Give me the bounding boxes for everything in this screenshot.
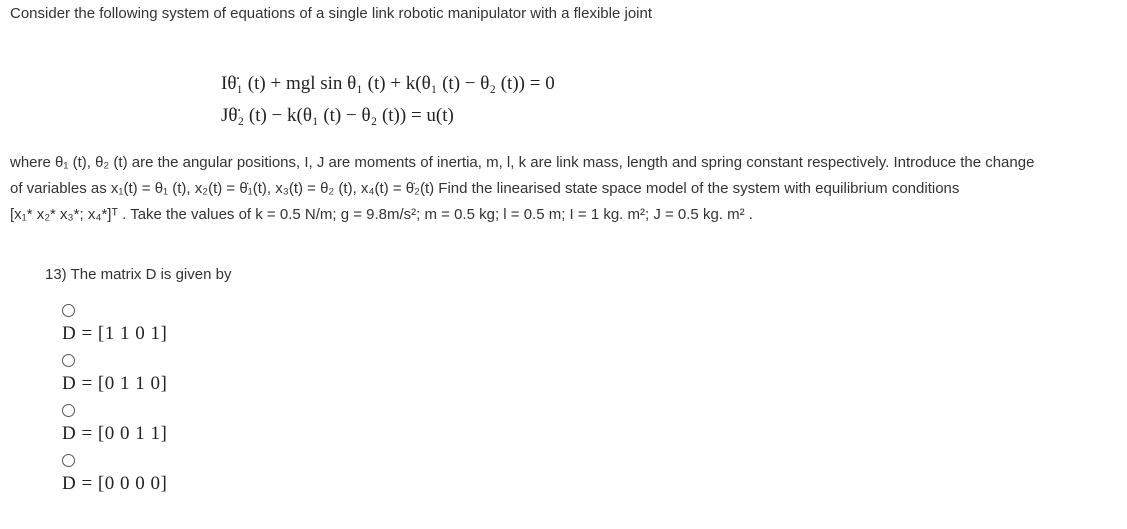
paragraph-line: [x₁* x₂* x₃*; x₄*]ᵀ . Take the values of k = 0.5 N/m; g = 9.8m/s²; m = 0.5 kg; l = 0.5 m; I = 1 kg. m²; J = 0.5 kg. m² . [10,206,753,223]
option-label[interactable]: D = [0 0 1 1] [62,423,168,444]
radio-button[interactable] [62,304,75,317]
equation-1: Iθ̈₁ (t) + mgl sin θ₁ (t) + k(θ₁ (t) − θ₂ (t)) = 0 [221,73,555,94]
radio-button[interactable] [62,354,75,367]
option-label[interactable]: D = [0 0 0 0] [62,473,168,494]
equation-2: Jθ̈₂ (t) − k(θ₁ (t) − θ₂ (t)) = u(t) [221,105,454,126]
option-label[interactable]: D = [1 1 0 1] [62,323,168,344]
radio-button[interactable] [62,454,75,467]
paragraph-line: where θ₁ (t), θ₂ (t) are the angular positions, I, J are moments of inertia, m, l, k are link mass, length and spring constant respectively. Introduce the change [10,154,1035,171]
intro-text: Consider the following system of equations of a single link robotic manipulator with a flexible joint [10,5,653,22]
radio-button[interactable] [62,404,75,417]
paragraph-line: of variables as x₁(t) = θ₁ (t), x₂(t) = θ̇₁(t), x₃(t) = θ₂ (t), x₄(t) = θ̇₂(t) Find the linearised state space model of the system with equilibrium conditions [10,180,960,197]
problem-paragraph [10,150,1122,228]
option-label[interactable]: D = [0 1 1 0] [62,373,168,394]
question-text: 13) The matrix D is given by [45,266,232,283]
